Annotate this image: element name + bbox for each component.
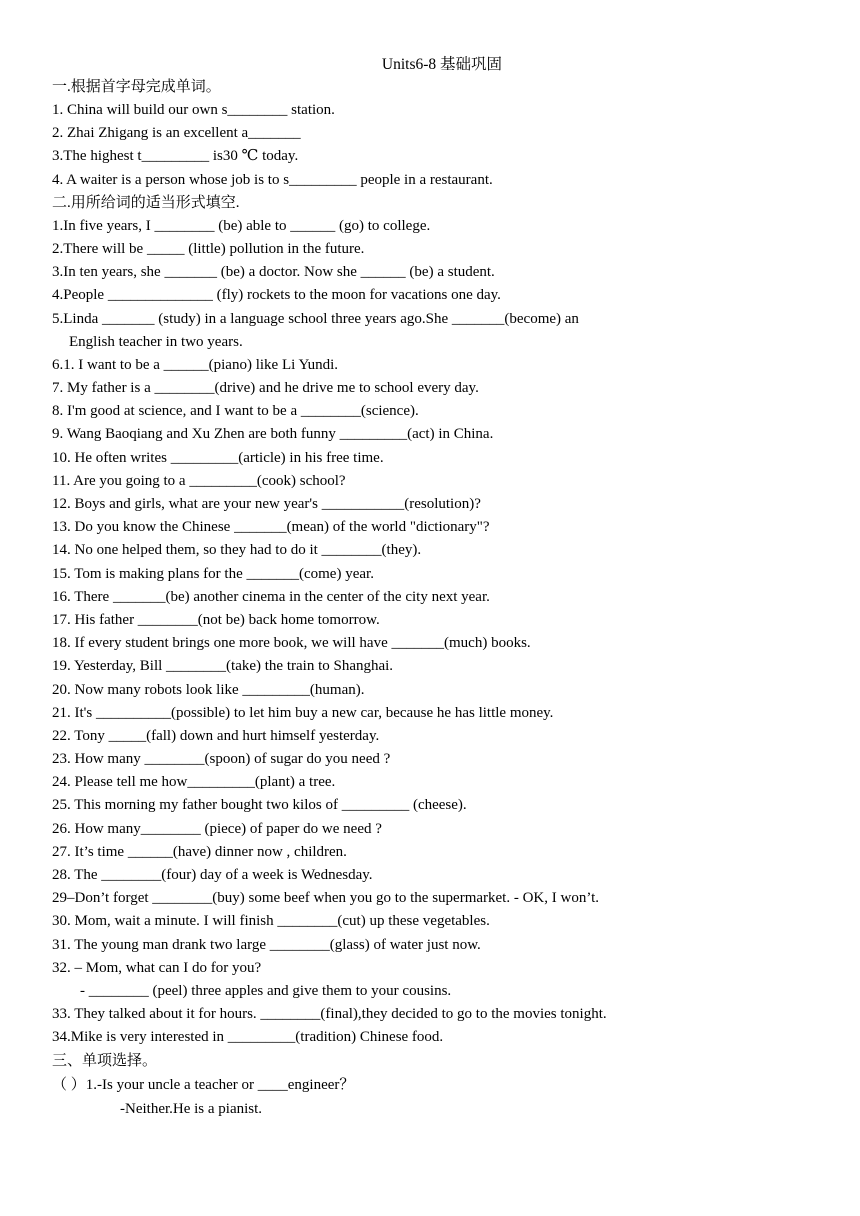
- question-line: 28. The ________(four) day of a week is Wednesday.: [52, 867, 373, 883]
- choice-question-stem: （ ）1.-Is your uncle a teacher or ____engineer？: [52, 1076, 355, 1093]
- question-line: 26. How many________ (piece) of paper do we need ?: [52, 820, 382, 837]
- worksheet: [52, 53, 812, 1121]
- question-line: 6.1. I want to be a ______(piano) like Li Yundi.: [52, 356, 339, 373]
- question-line: 17. His father ________(not be) back home tomorrow.: [52, 611, 380, 628]
- question-line: 32. – Mom, what can I do for you?: [52, 959, 262, 976]
- question-line: 14. No one helped them, so they had to do it ________(they).: [52, 542, 422, 559]
- question-line: 13. Do you know the Chinese _______(mean) of the world "dictionary"?: [52, 519, 490, 536]
- question-line: 1.In five years, I ________ (be) able to ______ (go) to college.: [52, 217, 431, 234]
- question-line: 11. Are you going to a _________(cook) school?: [52, 472, 346, 489]
- page-title: Units6-8 基础巩固: [381, 56, 503, 73]
- question-line: 3.The highest t_________ is30 ℃ today.: [52, 148, 299, 165]
- question-line: 7. My father is a ________(drive) and he drive me to school every day.: [52, 380, 479, 397]
- question-line: 10. He often writes _________(article) in his free time.: [52, 449, 384, 466]
- question-line: 21. It's __________(possible) to let him buy a new car, because he has little money.: [52, 704, 554, 721]
- question-line: 19. Yesterday, Bill ________(take) the train to Shanghai.: [52, 658, 394, 675]
- question-line: 33. They talked about it for hours. ________(final),they decided to go to the movies tonight.: [52, 1006, 607, 1023]
- section-heading-2: 二.用所给词的适当形式填空.: [52, 194, 240, 211]
- question-line: 18. If every student brings one more book, we will have _______(much) books.: [52, 635, 531, 652]
- section-heading-1: 一.根据首字母完成单词。: [52, 79, 221, 95]
- question-line: 16. There _______(be) another cinema in the center of the city next year.: [52, 588, 490, 605]
- question-line: 2.There will be _____ (little) pollution in the future.: [52, 240, 365, 257]
- question-line: 8. I'm good at science, and I want to be a ________(science).: [52, 403, 419, 420]
- question-line: 23. How many ________(spoon) of sugar do you need ?: [52, 751, 391, 768]
- question-line: 4.People ______________ (fly) rockets to the moon for vacations one day.: [52, 287, 501, 304]
- question-line-continuation: English teacher in two years.: [69, 333, 243, 350]
- section-heading-3: 三、单项选择。: [52, 1052, 158, 1069]
- question-line: 2. Zhai Zhigang is an excellent a_______: [52, 125, 301, 142]
- question-line-continuation: - ________ (peel) three apples and give them to your cousins.: [80, 982, 452, 999]
- question-line: 15. Tom is making plans for the _______(come) year.: [52, 565, 374, 582]
- question-line: 9. Wang Baoqiang and Xu Zhen are both funny _________(act) in China.: [52, 426, 494, 443]
- choice-question-reply: -Neither.He is a pianist.: [120, 1100, 263, 1117]
- question-line: 4. A waiter is a person whose job is to s_________ people in a restaurant.: [52, 171, 493, 188]
- question-line: 24. Please tell me how_________(plant) a tree.: [52, 774, 336, 791]
- question-line: 25. This morning my father bought two kilos of _________ (cheese).: [52, 797, 467, 814]
- question-line: 29–Don’t forget ________(buy) some beef when you go to the supermarket. - OK, I won’t.: [52, 890, 599, 907]
- question-line: 22. Tony _____(fall) down and hurt himself yesterday.: [52, 727, 380, 744]
- question-line: 1. China will build our own s________ station.: [52, 102, 335, 118]
- question-line: 31. The young man drank two large ________(glass) of water just now.: [52, 936, 481, 953]
- question-line: 3.In ten years, she _______ (be) a doctor. Now she ______ (be) a student.: [52, 264, 495, 281]
- question-line: 30. Mom, wait a minute. I will finish ________(cut) up these vegetables.: [52, 913, 490, 930]
- question-line: 34.Mike is very interested in _________(tradition) Chinese food.: [52, 1029, 444, 1046]
- question-line: 27. It’s time ______(have) dinner now , children.: [52, 843, 347, 860]
- question-line: 12. Boys and girls, what are your new year's ___________(resolution)?: [52, 496, 481, 512]
- question-line: 20. Now many robots look like _________(human).: [52, 681, 365, 698]
- question-line: 5.Linda _______ (study) in a language school three years ago.She _______(become) an: [52, 310, 579, 327]
